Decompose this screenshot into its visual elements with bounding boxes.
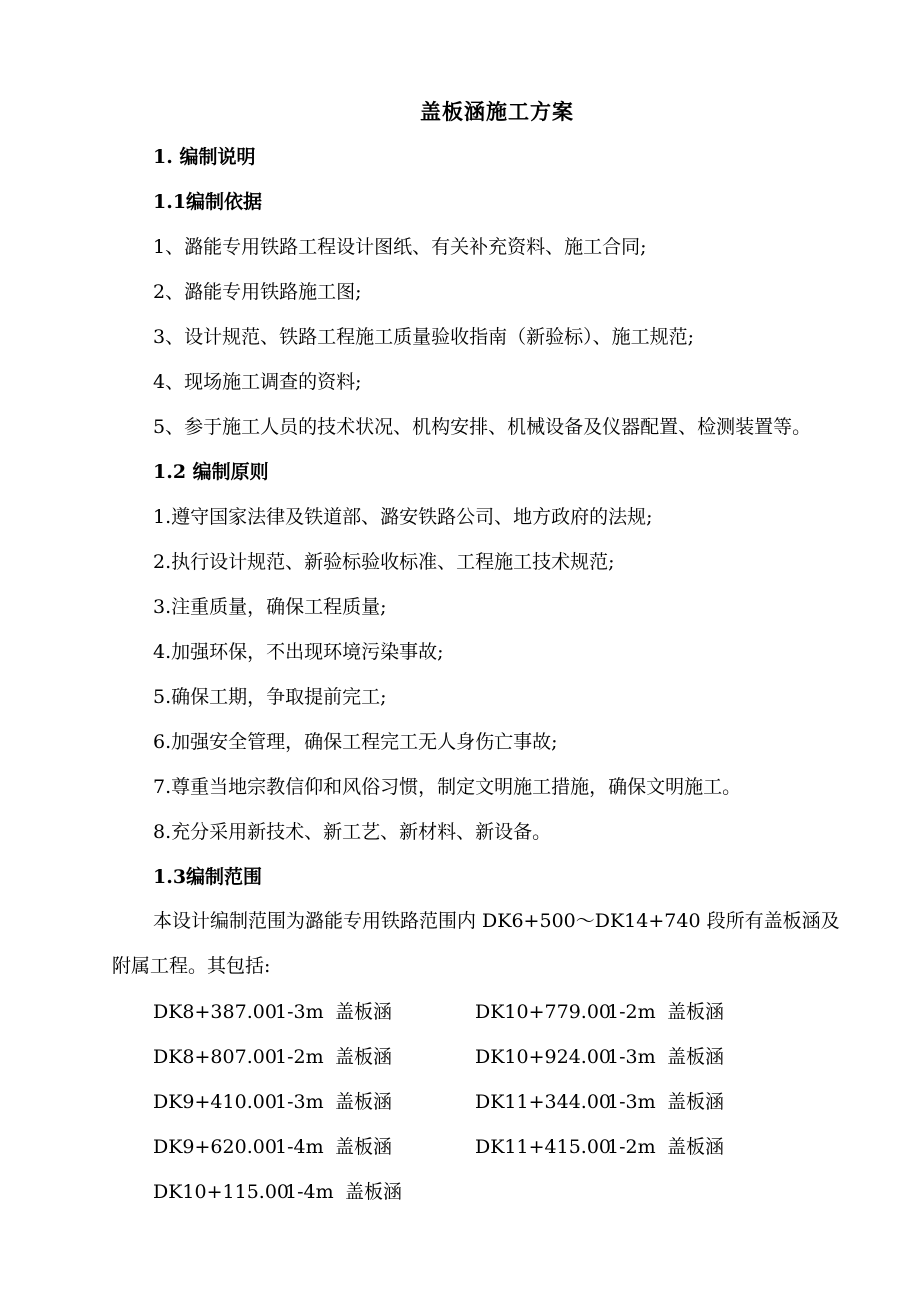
culvert-code: DK11+415.00 (475, 1136, 612, 1158)
principle-item: 3.注重质量，确保工程质量; (153, 596, 387, 618)
culvert-code: DK10+779.00 (475, 1001, 612, 1023)
culvert-row (475, 1089, 724, 1115)
culvert-type: 盖板涵 (667, 1091, 725, 1113)
basis-item: 2、潞能专用铁路施工图; (153, 281, 362, 303)
culvert-span: 1-3m (275, 1091, 324, 1113)
culvert-type: 盖板涵 (335, 1046, 393, 1068)
culvert-row (153, 1044, 392, 1070)
culvert-span: 1-2m (607, 1001, 656, 1023)
culvert-span: 1-4m (285, 1181, 334, 1203)
culvert-code: DK9+410.00 (153, 1091, 277, 1113)
principle-item: 7.尊重当地宗教信仰和风俗习惯，制定文明施工措施，确保文明施工。 (153, 776, 742, 798)
culvert-span: 1-3m (607, 1046, 656, 1068)
culvert-span: 1-3m (275, 1001, 324, 1023)
principle-item: 4.加强环保，不出现环境污染事故; (153, 641, 444, 663)
section-1-2-heading: 1.2 编制原则 (153, 461, 269, 483)
scope-paragraph: 本设计编制范围为潞能专用铁路范围内 DK6+500～DK14+740 段所有盖板涵及附属工程。其包括: (112, 910, 840, 977)
culvert-row (153, 1089, 392, 1115)
culvert-type: 盖板涵 (345, 1181, 403, 1203)
culvert-span: 1-2m (275, 1046, 324, 1068)
culvert-row (153, 999, 392, 1025)
culvert-code: DK8+807.00 (153, 1046, 277, 1068)
culvert-code: DK10+115.00 (153, 1181, 290, 1203)
culvert-code: DK8+387.00 (153, 1001, 277, 1023)
culvert-type: 盖板涵 (667, 1046, 725, 1068)
section-1-3-heading: 1.3编制范围 (153, 866, 263, 888)
section-1-1-heading: 1.1编制依据 (153, 191, 263, 213)
principle-item: 2.执行设计规范、新验标验收标准、工程施工技术规范; (153, 551, 615, 573)
culvert-code: DK9+620.00 (153, 1136, 277, 1158)
culvert-code: DK10+924.00 (475, 1046, 612, 1068)
basis-item: 1、潞能专用铁路工程设计图纸、有关补充资料、施工合同; (153, 236, 647, 258)
culvert-span: 1-2m (607, 1136, 656, 1158)
principle-item: 6.加强安全管理，确保工程完工无人身伤亡事故; (153, 731, 558, 753)
culvert-code: DK11+344.00 (475, 1091, 612, 1113)
document-title: 盖板涵施工方案 (420, 99, 574, 124)
section-1-heading: 1. 编制说明 (153, 146, 256, 168)
culvert-type: 盖板涵 (667, 1136, 725, 1158)
culvert-row (153, 1179, 402, 1205)
principle-item: 1.遵守国家法律及铁道部、潞安铁路公司、地方政府的法规; (153, 506, 653, 528)
culvert-span: 1-4m (275, 1136, 324, 1158)
culvert-type: 盖板涵 (335, 1136, 393, 1158)
culvert-type: 盖板涵 (335, 1001, 393, 1023)
culvert-row (475, 999, 724, 1025)
basis-item: 5、参于施工人员的技术状况、机构安排、机械设备及仪器配置、检测装置等。 (153, 416, 812, 438)
culvert-type: 盖板涵 (335, 1091, 393, 1113)
basis-item: 4、现场施工调查的资料; (153, 371, 362, 393)
culvert-span: 1-3m (607, 1091, 656, 1113)
principle-item: 8.充分采用新技术、新工艺、新材料、新设备。 (153, 821, 552, 843)
culvert-row (153, 1134, 392, 1160)
principle-item: 5.确保工期，争取提前完工; (153, 686, 387, 708)
culvert-row (475, 1134, 724, 1160)
culvert-type: 盖板涵 (667, 1001, 725, 1023)
culvert-row (475, 1044, 724, 1070)
basis-item: 3、设计规范、铁路工程施工质量验收指南（新验标）、施工规范; (153, 326, 694, 348)
